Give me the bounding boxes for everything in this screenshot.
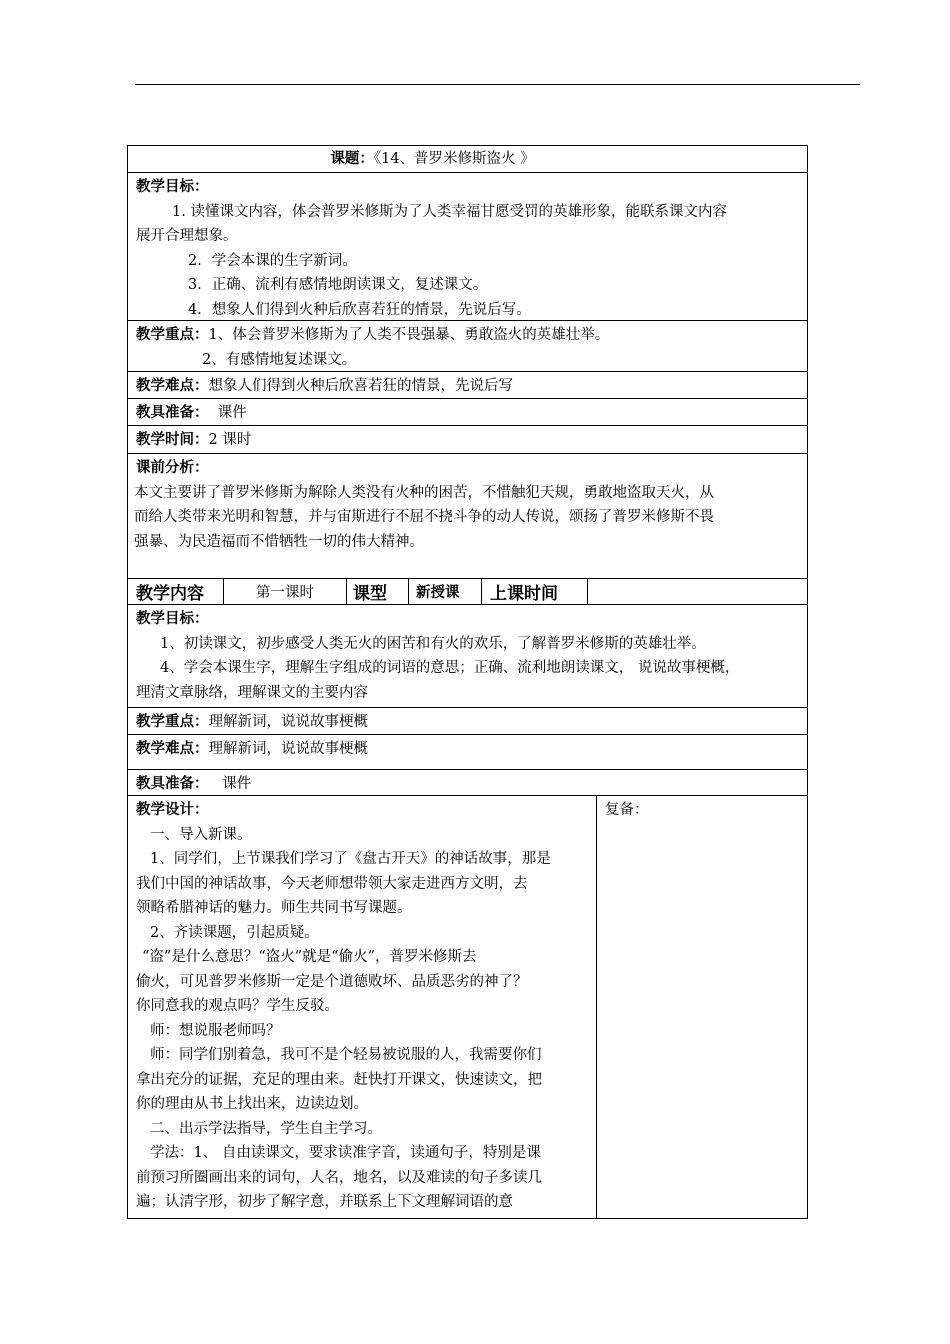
design-line-14: 学法：1、 自由读课文，要求读准字音，读通句子，特别是课 bbox=[150, 1145, 541, 1161]
content-label-cell bbox=[128, 579, 223, 604]
design-line-6: “盗”是什么意思？“盗火”就是“偷火”，普罗米修斯去 bbox=[142, 949, 477, 965]
title-label: 课题： bbox=[330, 150, 374, 167]
class-time-value-cell bbox=[587, 579, 807, 604]
key-points-label: 教学重点： bbox=[136, 326, 209, 343]
type-label-cell bbox=[346, 579, 408, 604]
lesson1-diff-label: 教学难点： bbox=[136, 740, 209, 757]
time-section bbox=[128, 425, 807, 453]
tools-label: 教具准备： bbox=[136, 404, 209, 421]
lesson1-key-text: 理解新词，说说故事梗概 bbox=[208, 714, 368, 730]
design-line-15: 前预习所圈画出来的词句，人名，地名，以及难读的句子多读几 bbox=[136, 1169, 542, 1186]
design-line-16: 遍；认清字形，初步了解字意，并联系上下文理解词语的意 bbox=[136, 1194, 513, 1210]
header-rule bbox=[135, 84, 860, 85]
lesson1-key-section bbox=[128, 707, 807, 734]
difficulties-section bbox=[128, 371, 807, 398]
lesson1-key-label: 教学重点： bbox=[136, 713, 209, 730]
lesson-title: 《14、普罗米修斯盗火 》 bbox=[373, 151, 535, 167]
design-line-5: 2、齐读课题，引起质疑。 bbox=[150, 924, 319, 941]
goal-item-1-cont: 展开合理想象。 bbox=[136, 228, 238, 244]
tools-text: 课件 bbox=[217, 405, 247, 421]
type-label: 课型 bbox=[353, 584, 387, 604]
design-section bbox=[128, 795, 807, 1218]
design-line-10: 师：同学们别着急，我可不是个轻易被说服的人，我需要你们 bbox=[150, 1047, 542, 1063]
lesson1-goal-2: 4、学会本课生字，理解生字组成的词语的意思；正确、流利地朗读课文， 说说故事梗概， bbox=[160, 660, 740, 676]
lesson1-goals-label: 教学目标： bbox=[136, 610, 209, 627]
difficulties-label: 教学难点： bbox=[136, 377, 209, 394]
class-time-label: 上课时间 bbox=[490, 584, 558, 604]
difficulties-text: 想象人们得到火种后欣喜若狂的情景，先说后写 bbox=[208, 378, 513, 394]
time-text: 2 课时 bbox=[208, 432, 252, 448]
goals-section bbox=[128, 172, 807, 320]
design-main bbox=[128, 796, 597, 1218]
time-label: 教学时间： bbox=[136, 431, 209, 448]
analysis-label: 课前分析： bbox=[136, 459, 209, 476]
period-value: 第一课时 bbox=[256, 585, 314, 601]
lesson-plan-table bbox=[127, 145, 808, 1219]
goal-item-2: 2．学会本课的生字新词。 bbox=[188, 252, 357, 269]
design-line-3: 我们中国的神话故事，今天老师想带领大家走进西方文明，去 bbox=[136, 875, 528, 892]
key-points-section bbox=[128, 320, 807, 371]
class-time-label-cell bbox=[481, 579, 587, 604]
type-value-cell bbox=[408, 579, 481, 604]
lesson1-goal-1: 1、初读课文，初步感受人类无火的困苦和有火的欢乐，了解普罗米修斯的英雄壮举。 bbox=[160, 635, 706, 652]
goals-label: 教学目标： bbox=[136, 178, 209, 195]
goal-item-3: 3．正确、流利有感情地朗读课文，复述课文。 bbox=[188, 277, 488, 293]
lesson1-diff-section bbox=[128, 734, 807, 769]
lesson-info-row bbox=[128, 578, 807, 604]
tools-section bbox=[128, 398, 807, 425]
lesson1-tools-text: 课件 bbox=[222, 776, 252, 792]
lesson1-goals-section bbox=[128, 604, 807, 707]
key-point-2: 2、有感情地复述课文。 bbox=[202, 351, 357, 368]
design-line-9: 师：想说服老师吗？ bbox=[150, 1022, 281, 1039]
analysis-section bbox=[128, 453, 807, 578]
analysis-line-2: 而给人类带来光明和智慧，并与宙斯进行不屈不挠斗争的动人传说，颂扬了普罗米修斯不畏 bbox=[134, 509, 714, 525]
goal-item-4: 4．想象人们得到火种后欣喜若狂的情景，先说后写。 bbox=[188, 301, 531, 318]
design-line-12: 你的理由从书上找出来，边读边划。 bbox=[136, 1096, 368, 1112]
design-line-8: 你同意我的观点吗？学生反驳。 bbox=[136, 998, 339, 1014]
analysis-line-1: 本文主要讲了普罗米修斯为解除人类没有火种的困苦，不惜触犯天规，勇敢地盗取天火，从 bbox=[134, 484, 714, 501]
design-line-2: 1、同学们，上节课我们学习了《盘古开天》的神话故事，那是 bbox=[150, 851, 551, 867]
title-row bbox=[128, 146, 807, 172]
design-label: 教学设计： bbox=[136, 801, 209, 818]
goal-item-1: 1. 读懂课文内容，体会普罗米修斯为了人类幸福甘愿受罚的英雄形象，能联系课文内容 bbox=[172, 203, 727, 220]
lesson1-tools-label: 教具准备： bbox=[136, 775, 209, 792]
lesson1-tools-section bbox=[128, 769, 807, 795]
type-value: 新授课 bbox=[416, 584, 460, 601]
key-point-1: 1、体会普罗米修斯为了人类不畏强暴、勇敢盗火的英雄壮举。 bbox=[208, 327, 610, 343]
design-line-4: 领略希腊神话的魅力。师生共同书写课题。 bbox=[136, 900, 412, 916]
design-line-13: 二、出示学法指导，学生自主学习。 bbox=[150, 1120, 382, 1137]
lesson1-diff-text: 理解新词，说说故事梗概 bbox=[208, 741, 368, 757]
design-line-7: 偷火，可见普罗米修斯一定是个道德败坏、品质恶劣的神了？ bbox=[136, 973, 528, 990]
content-label: 教学内容 bbox=[136, 584, 204, 604]
lesson1-goal-2-cont: 理清文章脉络，理解课文的主要内容 bbox=[136, 684, 368, 701]
design-line-1: 一、导入新课。 bbox=[150, 826, 252, 843]
period-cell bbox=[223, 579, 346, 604]
review-label: 复备： bbox=[605, 802, 649, 818]
analysis-line-3: 强暴、为民造福而不惜牺牲一切的伟大精神。 bbox=[134, 533, 424, 550]
design-review-column bbox=[597, 796, 807, 1218]
design-line-11: 拿出充分的证据，充足的理由来。赶快打开课文，快速读文，把 bbox=[136, 1071, 542, 1088]
